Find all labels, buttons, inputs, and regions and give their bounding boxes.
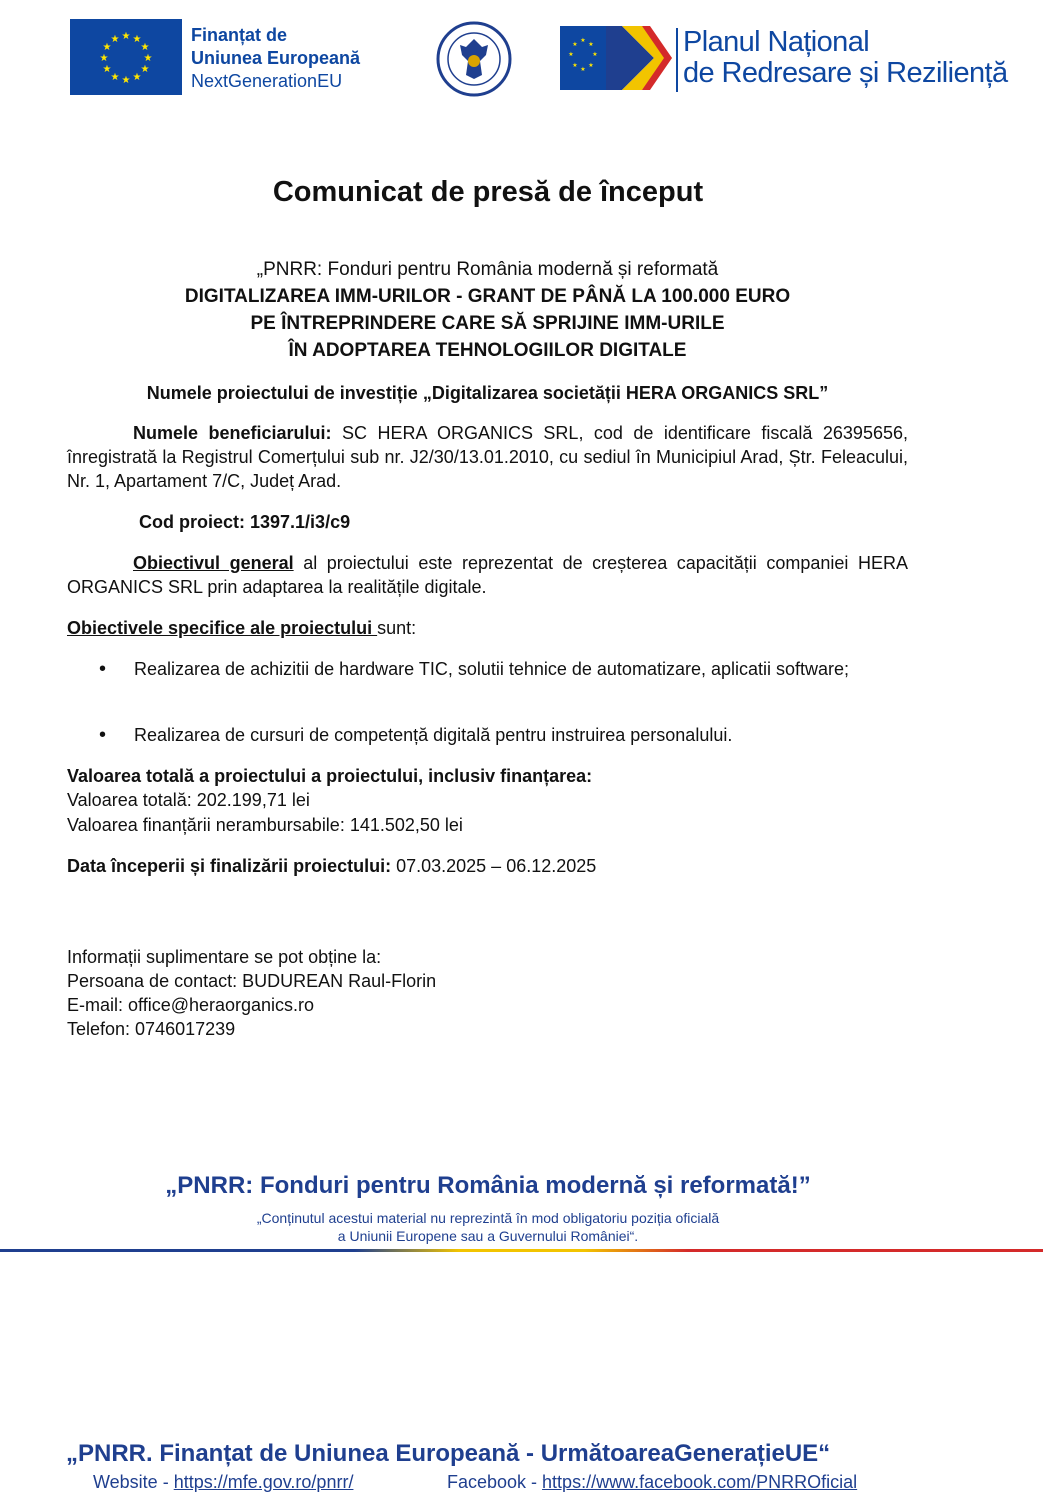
intro-line-3: ÎN ADOPTAREA TEHNOLOGIILOR DIGITALE xyxy=(288,340,687,361)
disclaimer xyxy=(0,1209,976,1245)
beneficiary-text: SC HERA ORGANICS SRL, cod de identificare fiscală 26395656, înregistrată la Registrul Comerțului sub nr. J2/30/13.01.2010, cu sediul în Municipiul Arad, Ștr. Feleacului, Nr. 1, Apartament 7/C, Județ Arad. xyxy=(67,423,908,491)
svg-text:★: ★ xyxy=(580,66,586,73)
contact-phone: Telefon: 0746017239 xyxy=(67,1019,236,1039)
svg-text:★: ★ xyxy=(580,37,586,44)
bullet-icon: • xyxy=(99,724,107,746)
specific-objectives-label: Obiectivele specifice ale proiectului xyxy=(67,618,378,638)
intro-line-1: DIGITALIZAREA IMM-URILOR - GRANT DE PÂNĂ LA 100.000 EURO xyxy=(184,286,791,307)
project-name: Numele proiectului de investiție „Digitalizarea societății HERA ORGANICS SRL” xyxy=(146,383,829,403)
pnrr-title-line-2: de Redresare și Reziliență xyxy=(683,57,1008,89)
pnrr-title-line-1: Planul Național xyxy=(683,26,870,58)
svg-text:★: ★ xyxy=(140,64,150,75)
intro-subtitle: „PNRR: Fonduri pentru România modernă și reformată xyxy=(256,259,719,280)
svg-text:★: ★ xyxy=(572,41,578,48)
disclaimer-line-1: „Conținutul acestui material nu reprezintă în mod obligatoriu poziția oficială xyxy=(256,1210,720,1226)
general-objective-paragraph xyxy=(67,551,908,599)
grant-value: Valoarea finanțării nerambursabile: 141.502,50 lei xyxy=(67,815,463,835)
svg-text:★: ★ xyxy=(102,42,112,53)
intro-line-2: PE ÎNTREPRINDERE CARE SĂ SPRIJINE IMM-URILE xyxy=(250,313,725,334)
bullet-icon: • xyxy=(99,658,107,680)
general-objective-label: Obiectivul general xyxy=(133,553,294,573)
values-heading: Valoarea totală a proiectului a proiectului, inclusiv finanțarea: xyxy=(67,766,593,786)
dates-label: Data începerii și finalizării proiectului: xyxy=(67,856,392,876)
eu-funding-label xyxy=(191,24,360,93)
contact-person: Persoana de contact: BUDUREAN Raul-Florin xyxy=(67,971,437,991)
svg-text:★: ★ xyxy=(99,53,109,64)
specific-objectives-suffix: sunt: xyxy=(377,618,417,638)
website-label: Website - xyxy=(93,1472,174,1492)
specific-objectives-heading xyxy=(67,616,416,640)
bottom-slogan: „PNRR. Finanțat de Uniunea Europeană - UrmătoareaGenerațieUE“ xyxy=(66,1440,831,1467)
general-objective-text: al proiectului este reprezentat de creșterea capacității companiei HERA ORGANICS SRL prin adaptarea la realitățile digitale. xyxy=(67,553,908,597)
website-row xyxy=(93,1472,353,1493)
project-code: Cod proiect: 1397.1/i3/c9 xyxy=(139,512,351,532)
eu-line-3: NextGenerationEU xyxy=(191,71,343,91)
svg-text:★: ★ xyxy=(588,62,594,69)
pnrr-flag-logo xyxy=(560,26,672,90)
svg-text:★: ★ xyxy=(143,53,153,64)
tricolor-divider xyxy=(0,1249,1043,1252)
contact-email: E-mail: office@heraorganics.ro xyxy=(67,995,315,1015)
eu-line-2: Uniunea Europeană xyxy=(191,48,361,68)
dates-value: 07.03.2025 – 06.12.2025 xyxy=(391,856,597,876)
facebook-link[interactable]: https://www.facebook.com/PNRROficial xyxy=(542,1472,858,1492)
website-link[interactable]: https://mfe.gov.ro/pnrr/ xyxy=(173,1472,354,1492)
svg-text:★: ★ xyxy=(102,64,112,75)
svg-text:★: ★ xyxy=(572,62,578,69)
svg-text:★: ★ xyxy=(132,72,142,83)
eu-flag-logo xyxy=(70,19,182,95)
svg-text:★: ★ xyxy=(132,34,142,45)
svg-text:★: ★ xyxy=(110,34,120,45)
pnrr-divider xyxy=(676,28,678,92)
beneficiary-label: Numele beneficiarului: xyxy=(133,423,332,443)
facebook-row xyxy=(447,1472,857,1493)
svg-text:★: ★ xyxy=(140,42,150,53)
svg-text:★: ★ xyxy=(121,75,131,86)
objective-item: Realizarea de cursuri de competență digitală pentru instruirea personalului. xyxy=(134,725,733,745)
svg-text:★: ★ xyxy=(592,51,598,58)
facebook-label: Facebook - xyxy=(447,1472,543,1492)
total-value: Valoarea totală: 202.199,71 lei xyxy=(67,790,310,810)
government-seal-logo xyxy=(436,21,512,97)
svg-text:★: ★ xyxy=(110,72,120,83)
svg-text:★: ★ xyxy=(568,51,574,58)
contact-intro: Informații suplimentare se pot obține la: xyxy=(67,947,382,967)
page-title: Comunicat de presă de început xyxy=(272,176,704,208)
pnrr-title xyxy=(683,27,1008,89)
svg-text:★: ★ xyxy=(121,31,131,42)
beneficiary-paragraph xyxy=(67,421,908,493)
eu-line-1: Finanțat de xyxy=(191,25,288,45)
disclaimer-line-2: a Uniunii Europene sau a Guvernului României“. xyxy=(337,1228,639,1244)
project-dates xyxy=(67,854,596,878)
intro-block xyxy=(67,256,908,364)
footer-slogan: „PNRR: Fonduri pentru România modernă și reformată!” xyxy=(165,1172,811,1199)
objective-item: Realizarea de achizitii de hardware TIC, solutii tehnice de automatizare, aplicatii software; xyxy=(134,659,850,679)
svg-text:★: ★ xyxy=(588,41,594,48)
